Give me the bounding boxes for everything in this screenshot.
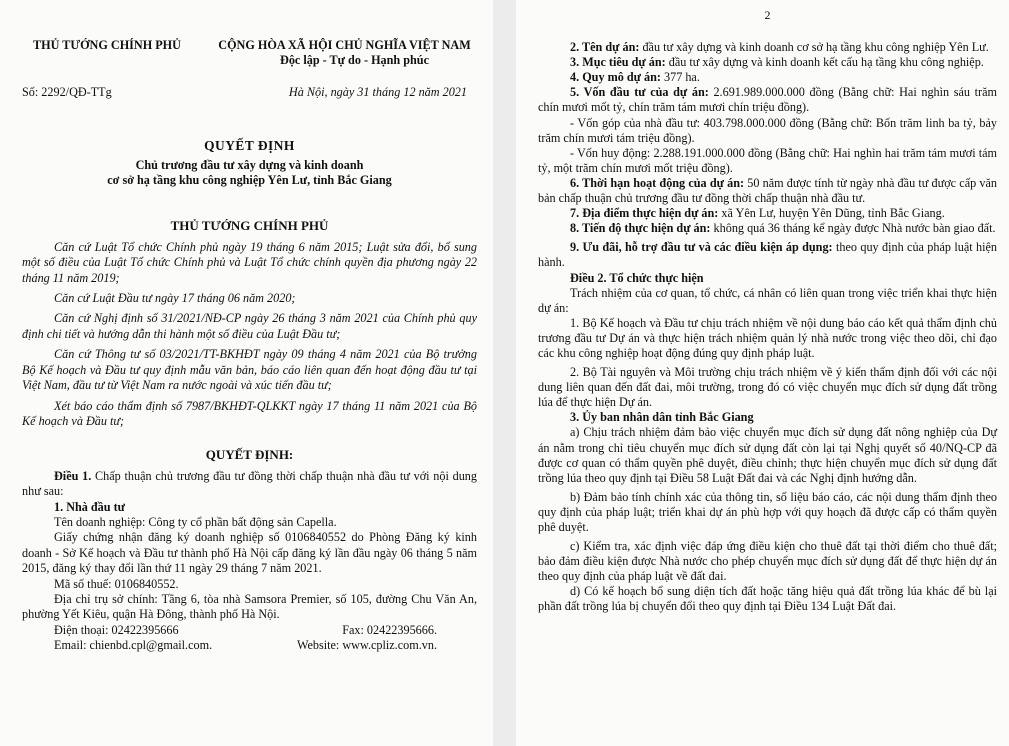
legal-basis-3: Căn cứ Nghị định số 31/2021/NĐ-CP ngày 26 tháng 3 năm 2021 của Chính phủ quy định chi tiết và hướng dẫn thi hành một số điều của Luật Đầu tư; [22, 311, 477, 341]
document-number: Số: 2292/QĐ-TTg [22, 84, 112, 99]
item-label: 5. Vốn đầu tư của dự án: [570, 85, 709, 100]
investor-heading: 1. Nhà đầu tư [54, 499, 125, 514]
duty-b: b) Đảm bảo tính chính xác của thông tin, số liệu báo cáo, các nội dung thẩm định theo quy định của pháp luật; triển khai dự án phù hợp với quy hoạch đã được cấp có thẩm quyền phê duyệt. [538, 489, 997, 534]
head-office-address: Địa chỉ trụ sở chính: Tầng 6, tòa nhà Samsora Premier, số 105, đường Chu Văn An, phường Yết Kiêu, quận Hà Đông, thành phố Hà Nội. [22, 591, 477, 622]
page-gap [493, 0, 516, 746]
national-title: CỘNG HÒA XÃ HỘI CHỦ NGHĨA VIỆT NAM [218, 38, 471, 52]
page-left [0, 0, 493, 746]
document-subtitle-2: cơ sở hạ tầng khu công nghiệp Yên Lư, tỉnh Bắc Giang [107, 173, 392, 188]
phone: Điện thoại: 02422395666 [54, 622, 179, 637]
item-text: theo quy định của pháp luật hiện hành. [538, 240, 997, 270]
article-2-heading: Điều 2. Tổ chức thực hiện [570, 270, 704, 285]
item-text: xã Yên Lư, huyện Yên Dũng, tỉnh Bắc Giang. [718, 206, 945, 221]
tax-code: Mã số thuế: 0106840552. [54, 576, 179, 591]
item-text: 50 năm được tính từ ngày nhà đầu tư được cấp văn bản chấp thuận chủ trương đầu tư đồng thời chấp thuận nhà đầu tư. [538, 175, 997, 206]
legal-basis-2: Căn cứ Luật Đầu tư ngày 17 tháng 06 năm 2020; [54, 291, 296, 306]
provincial-committee-heading: 3. Ủy ban nhân dân tỉnh Bắc Giang [570, 410, 754, 425]
duty-c: c) Kiểm tra, xác định việc đáp ứng điều kiện cho thuê đất tại thời điểm cho thuê đất; bảo đảm điều kiện được Nhà nước cho phép chuyển mục đích sử dụng đất để thực hiện dự án theo quy định của pháp luật về đất đai. [538, 539, 997, 584]
legal-basis-1: Căn cứ Luật Tổ chức Chính phủ ngày 19 tháng 6 năm 2015; Luật sửa đổi, bổ sung một số điều của Luật Tổ chức Chính phủ và Luật Tổ chức chính quyền địa phương ngày 22 tháng 11 năm 2019; [22, 239, 477, 285]
business-license: Giấy chứng nhận đăng ký doanh nghiệp số 0106840552 do Phòng Đăng ký kinh doanh - Sở Kế hoạch và Đầu tư thành phố Hà Nội cấp đăng ký lần đầu ngày 06 tháng 5 năm 2015, đăng ký thay đổi lần thứ 11 ngày 29 tháng 7 năm 2021. [22, 530, 477, 576]
responsibility-intro: Trách nhiệm của cơ quan, tổ chức, cá nhân có liên quan trong việc triển khai thực hiện dự án: [538, 285, 997, 315]
fax: Fax: 02422395666. [342, 622, 437, 637]
mobilized-capital: - Vốn huy động: 2.288.191.000.000 đồng (Bằng chữ: Hai nghìn hai trăm tám mươi tám tỷ, một trăm chín mươi mốt triệu đồng). [538, 145, 997, 175]
item-label: 9. Ưu đãi, hỗ trợ đầu tư và các điều kiện áp dụng: [570, 240, 833, 255]
number-date-row [22, 85, 477, 100]
document-header [22, 38, 477, 53]
email: Email: chienbd.cpl@gmail.com. [54, 638, 213, 653]
project-capital [538, 85, 997, 115]
company-name: Tên doanh nghiệp: Công ty cổ phần bất động sản Capella. [54, 514, 337, 529]
item-text: 2.691.989.000.000 đồng (Bằng chữ: Hai nghìn sáu trăm chín mươi mốt tỷ, chín trăm tám mươi chín triệu đồng). [538, 85, 997, 115]
operation-term [538, 176, 997, 206]
page-number: 2 [764, 8, 771, 22]
article-1 [22, 469, 477, 500]
item-label: 2. Tên dự án: [570, 40, 640, 55]
incentives [538, 240, 997, 270]
project-schedule [538, 221, 997, 236]
document-title: QUYẾT ĐỊNH [204, 138, 295, 154]
item-text: không quá 36 tháng kể ngày được Nhà nước bàn giao đất. [710, 221, 996, 236]
legal-basis-5: Xét báo cáo thẩm định số 7987/BKHĐT-QLKKT ngày 17 tháng 11 năm 2021 của Bộ Kế hoạch và Đầu tư; [22, 398, 477, 428]
website: Website: www.cpliz.com.vn. [296, 638, 437, 653]
decision-heading: QUYẾT ĐỊNH: [205, 447, 294, 463]
article-1-text: Chấp thuận chủ trương đầu tư đồng thời chấp thuận nhà đầu tư với nội dung như sau: [22, 468, 477, 499]
item-label: 7. Địa điểm thực hiện dự án: [570, 206, 719, 221]
email-web-row [22, 638, 477, 653]
authority-heading: THỦ TƯỚNG CHÍNH PHỦ [170, 218, 329, 234]
item-text: 377 ha. [660, 70, 700, 85]
item-label: 6. Thời hạn hoạt động của dự án: [570, 175, 745, 190]
national-motto: Độc lập - Tự do - Hạnh phúc [280, 53, 429, 68]
article-1-label: Điều 1. [54, 468, 92, 483]
project-location [538, 206, 997, 221]
legal-basis-4: Căn cứ Thông tư số 03/2021/TT-BKHĐT ngày 09 tháng 4 năm 2021 của Bộ trưởng Bộ Kế hoạch và Đầu tư quy định mẫu văn bản, báo cáo liên quan đến hoạt động đầu tư tại Việt Nam, đầu tư từ Việt Nam ra nước ngoài và xúc tiến đầu tư; [22, 347, 477, 393]
issuing-org: THỦ TƯỚNG CHÍNH PHỦ [33, 38, 181, 52]
project-scale [538, 70, 997, 85]
page-right [516, 0, 1009, 746]
ministry-environment-duty: 2. Bộ Tài nguyên và Môi trường chịu trách nhiệm về ý kiến thẩm định đối với các nội dung liên quan đến đất đai, môi trường, trong đó có việc chuyển mục đích sử dụng đất trồng lúa để thực hiện Dự án. [538, 365, 997, 410]
project-objective [538, 55, 997, 70]
item-label: 8. Tiến độ thực hiện dự án: [570, 221, 711, 236]
ministry-planning-duty: 1. Bộ Kế hoạch và Đầu tư chịu trách nhiệm về nội dung báo cáo kết quả thẩm định chủ trương đầu tư Dự án và thực hiện trách nhiệm quản lý nhà nước trong việc theo dõi, chỉ đạo các khu công nghiệp hoạt động đúng quy định pháp luật. [538, 315, 997, 360]
item-text: đầu tư xây dựng và kinh doanh kết cấu hạ tầng khu công nghiệp. [665, 55, 984, 70]
issue-date: Hà Nội, ngày 31 tháng 12 năm 2021 [288, 84, 467, 99]
equity-capital: - Vốn góp của nhà đầu tư: 403.798.000.000 đồng (Bằng chữ: Bốn trăm linh ba tỷ, bảy trăm chín mươi tám triệu đồng). [538, 115, 997, 145]
duty-d: d) Có kế hoạch bổ sung diện tích đất hoặc tăng hiệu quả đất trồng lúa khác để bù lại phần đất trồng lúa bị chuyển đổi theo quy định tại Điều 134 Luật Đất đai. [538, 584, 997, 614]
duty-a: a) Chịu trách nhiệm đảm bảo việc chuyển mục đích sử dụng đất nông nghiệp của Dự án nằm trong chỉ tiêu chuyển mục đích sử dụng đất còn lại tại Nghị quyết số 40/NQ-CP đã được cơ quan có thẩm quyền phê duyệt, điều chỉnh; thực hiện chuyển mục đích sử dụng đất trồng lúa theo quy định tại Điều 58 Luật Đất đai và các Nghị định hướng dẫn. [538, 425, 997, 485]
item-label: 4. Quy mô dự án: [570, 70, 661, 85]
item-text: đầu tư xây dựng và kinh doanh cơ sở hạ tầng khu công nghiệp Yên Lư. [639, 40, 989, 55]
project-name [538, 40, 997, 55]
document-subtitle-1: Chủ trương đầu tư xây dựng và kinh doanh [135, 157, 364, 172]
phone-fax-row [22, 623, 477, 638]
item-label: 3. Mục tiêu dự án: [570, 55, 666, 70]
